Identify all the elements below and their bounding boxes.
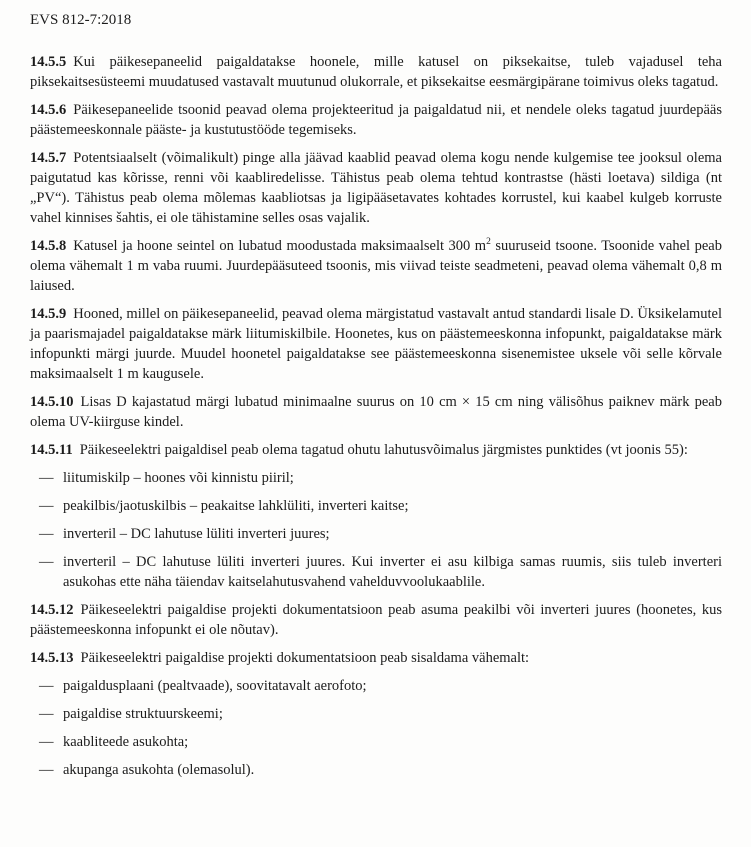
dash-marker: — [39,554,54,570]
dash-marker: — [39,734,54,750]
section-text: Päikeseelektri paigaldisel peab olema tagatud ohutu lahutusvõimalus järgmistes punktides (vt joonis 55): [79,442,688,458]
list-item-text: inverteril – DC lahutuse lüliti inverteri juures; [63,526,330,542]
dash-marker: — [39,706,54,722]
section-number: 14.5.9 [30,306,67,322]
dash-marker: — [39,526,54,542]
section-number: 14.5.13 [30,650,74,666]
list-item [30,704,722,724]
section-14-5-5 [30,52,722,92]
section-text: Lisas D kajastatud märgi lubatud minimaalne suurus on 10 cm × 15 cm ning välisõhus paiknev märk peab olema UV-kiirguse kindel. [30,394,722,430]
section-number: 14.5.12 [30,602,74,618]
section-number: 14.5.8 [30,238,67,254]
documentation-list [30,676,722,780]
section-number: 14.5.10 [30,394,74,410]
section-14-5-8 [30,236,722,296]
section-14-5-11 [30,440,722,460]
list-item [30,468,722,488]
section-14-5-12 [30,600,722,640]
list-item-text: paigaldise struktuurskeemi; [63,706,223,722]
section-14-5-13 [30,648,722,668]
list-item [30,676,722,696]
section-14-5-9 [30,304,722,384]
dash-marker: — [39,678,54,694]
list-item-text: peakilbis/jaotuskilbis – peakaitse lahklüliti, inverteri kaitse; [63,498,409,514]
section-number: 14.5.6 [30,102,67,118]
section-14-5-7 [30,148,722,228]
section-text: Potentsiaalselt (võimalikult) pinge alla jäävad kaablid peavad olema kogu nende kulgemise tee jooksul olema paigutatud kas kõrisse, renni või kaabliredelisse. Tähistus peab olema tehtud kontrastse (hästi loetava) sildiga (nt „PV“). Tähistus peab olema mõlemas kaabliotsas ja ligipääsetavates kohtades korrustel, kui kaabel kulgeb korruste vahel kinnises šahtis, ei ole tähistamine selles osas vajalik. [30,150,722,226]
superscript-2: 2 [486,237,491,248]
list-item-text: inverteril – DC lahutuse lüliti inverteri juures. Kui inverter ei asu kilbiga samas ruumis, siis tuleb inverteri asukohas ette näha täiendav kaitselahutusvahend vahelduvvoolukaablile. [63,554,722,590]
section-text: Päikesepaneelide tsoonid peavad olema projekteeritud ja paigaldatud nii, et nendele oleks tagatud juurdepääs päästemeeskonnale pääste- ja kustutustööde tegemiseks. [30,102,722,138]
section-text: Katusel ja hoone seintel on lubatud moodustada maksimaalselt 300 m [73,238,487,254]
section-text: Hooned, millel on päikesepaneelid, peavad olema märgistatud vastavalt antud standardi lisale D. Üksikelamutel ja paarismajadel paigaldatakse märk liitumiskilbile. Hoonetes, kus on päästemeeskonna infopunkt, paigaldatakse märk infopunkti märgi juurde. Muudel hoonetel paigaldatakse see päästemeeskonna sisenemistee uksele või selle kõrvale maksimaalselt 1 m kaugusele. [30,306,722,382]
section-14-5-10 [30,392,722,432]
list-item-text: liitumiskilp – hoones või kinnistu piiril; [63,470,294,486]
section-text: Päikeseelektri paigaldise projekti dokumentatsioon peab sisaldama vähemalt: [80,650,530,666]
dash-marker: — [39,498,54,514]
section-14-5-6 [30,100,722,140]
dash-marker: — [39,762,54,778]
section-number: 14.5.7 [30,150,67,166]
list-item [30,524,722,544]
disconnect-points-list [30,468,722,592]
section-number: 14.5.5 [30,54,67,70]
dash-marker: — [39,470,54,486]
list-item [30,760,722,780]
list-item-text: akupanga asukohta (olemasolul). [63,762,255,778]
list-item-text: paigaldusplaani (pealtvaade), soovitatavalt aerofoto; [63,678,367,694]
section-text: Kui päikesepaneelid paigaldatakse hoonele, mille katusel on piksekaitse, tuleb vajadusel teha piksekaitsesüsteemi muudatused vastavalt muutunud olukorrale, et piksekaitse eesmärgipärane toimivus oleks tagatud. [30,54,722,90]
section-text: Päikeseelektri paigaldise projekti dokumentatsioon peab asuma peakilbi või inverteri juures (hoonetes, kus päästemeeskonna infopunkt ei ole nõutav). [30,602,722,638]
list-item [30,496,722,516]
list-item-text: kaabliteede asukohta; [63,734,189,750]
section-text: suuruseid tsoone. Tsoonide vahel peab olema vähemalt 1 m vaba ruumi. Juurdepääsuteed tsoonis, mis viivad teiste seadmeteni, peavad olema vähemalt 0,8 m laiused. [30,238,722,294]
section-number: 14.5.11 [30,442,73,458]
list-item [30,552,722,592]
list-item [30,732,722,752]
document-reference: EVS 812-7:2018 [30,12,132,28]
